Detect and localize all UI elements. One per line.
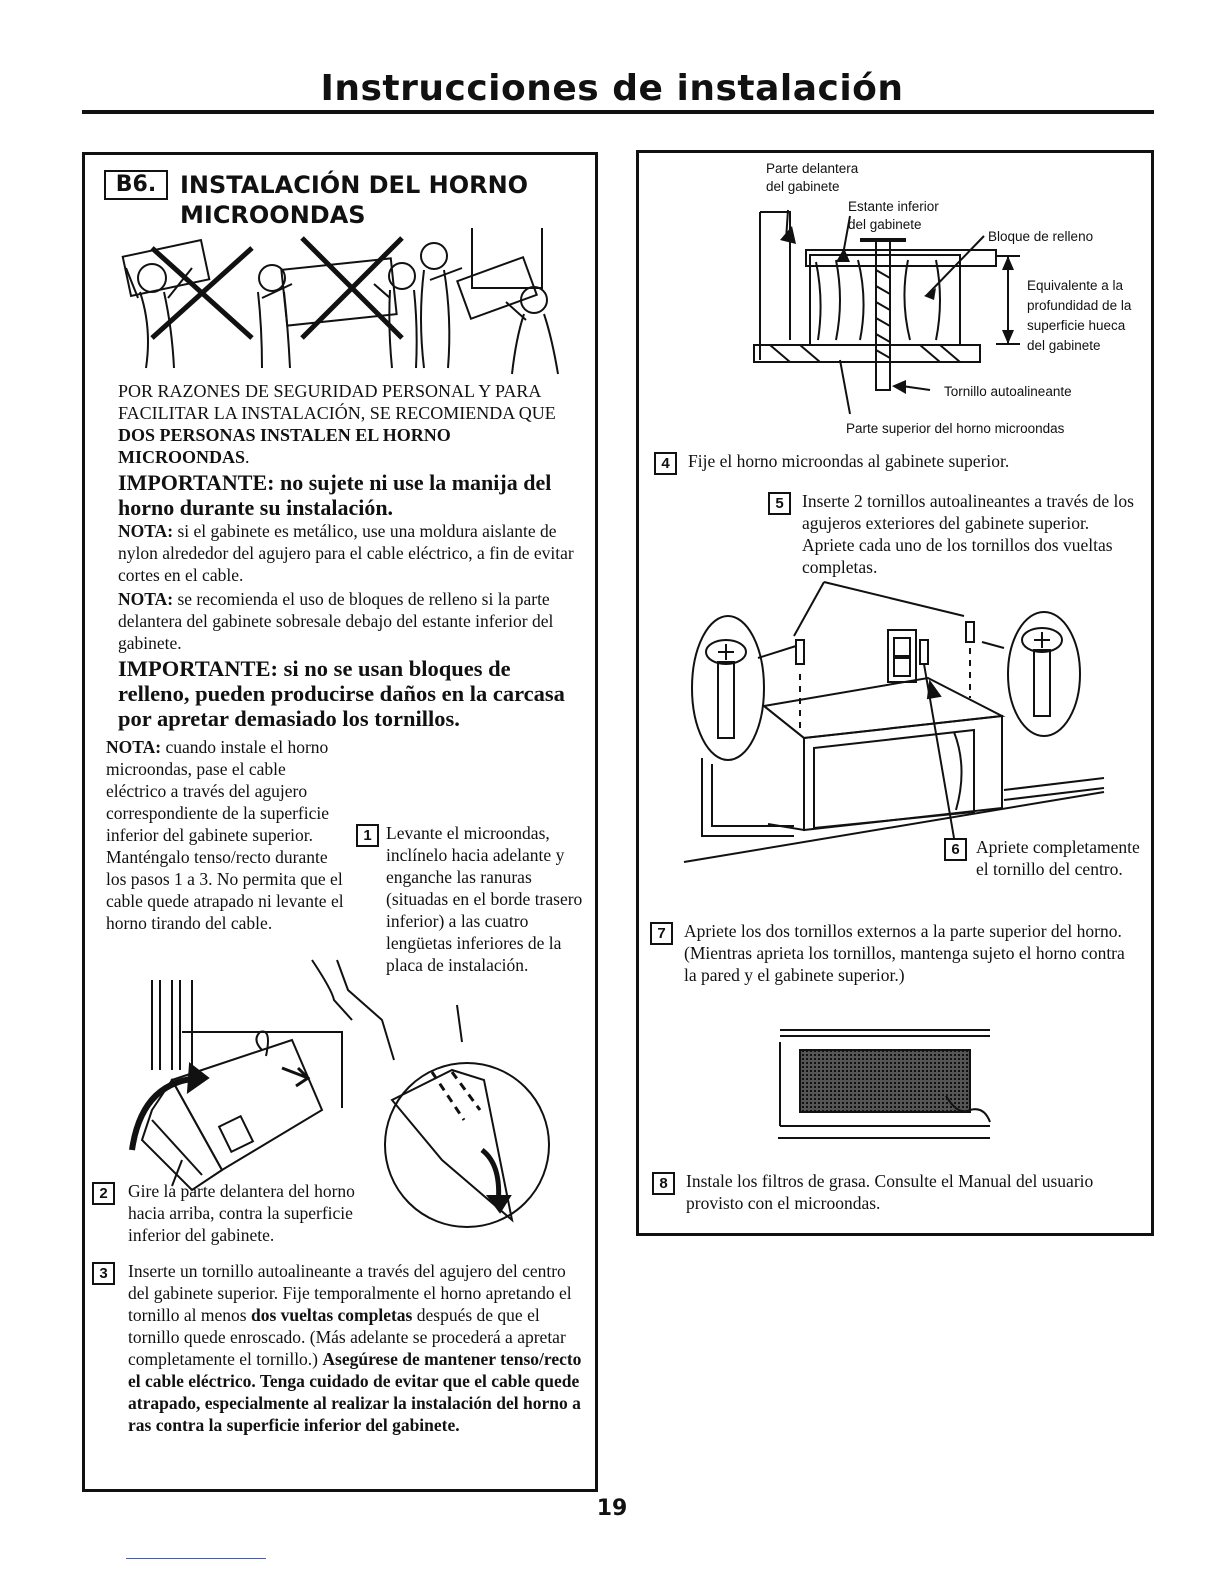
step-5-number: 5 [768, 492, 791, 515]
label-eq-l3: superficie hueca [1027, 318, 1126, 333]
step-2-number: 2 [92, 1182, 115, 1205]
note3-text: cuando instale el horno microondas, pase el cable eléctrico a través del agujero correspondiente de la superficie inferior del gabinete superior. Manténgalo tenso/recto durante los pasos 1 a 3. No permita que el cable quede atrapado ni levante el horno tirando del cable. [106, 737, 344, 933]
step-8 [652, 1170, 1132, 1214]
label-lower-shelf [848, 198, 939, 234]
step-7 [650, 920, 1140, 986]
step-6-number: 6 [944, 838, 967, 861]
label-shelf-l2: del gabinete [848, 217, 922, 232]
step-6 [944, 836, 1144, 880]
footer-rule [126, 1558, 266, 1559]
label-oven-top: Parte superior del horno microondas [846, 421, 1065, 436]
page-number: 19 [596, 1496, 628, 1521]
label-eq-l4: del gabinete [1027, 338, 1101, 353]
two-person-lift-illustration [112, 228, 572, 378]
step-1-number: 1 [356, 824, 379, 847]
step-4-number: 4 [654, 452, 677, 475]
note1-label: NOTA: [118, 521, 174, 541]
note-metal-cabinet [118, 520, 578, 586]
step-5 [768, 490, 1134, 578]
label-eq-l1: Equivalente a la [1027, 278, 1124, 293]
safety-text: POR RAZONES DE SEGURIDAD PERSONAL Y PARA FACILITAR LA INSTALACIÓN, SE RECOMIENDA QUE [118, 381, 556, 423]
step-3 [92, 1260, 588, 1436]
page-title: Instrucciones de instalación [320, 68, 904, 109]
step-1 [356, 822, 592, 976]
step-4 [654, 450, 1134, 472]
safety-end: . [245, 447, 250, 467]
step-3-number: 3 [92, 1262, 115, 1285]
section-title: INSTALACIÓN DEL HORNO MICROONDAS [180, 171, 529, 229]
step-2-text: Gire la parte delantera del horno hacia arriba, contra la superficie inferior del gabinete. [128, 1181, 355, 1245]
step-7-number: 7 [650, 922, 673, 945]
step-3-text-a: Inserte un tornillo autoalineante a través del agujero del centro del gabinete superior. Fije temporalmente el horno apretando el tornillo al menos [128, 1261, 572, 1325]
title-rule [82, 110, 1154, 114]
safety-paragraph [118, 380, 578, 468]
label-front-l1: Parte delantera [766, 161, 859, 176]
label-shelf-l1: Estante inferior [848, 199, 939, 214]
note3-label: NOTA: [106, 737, 162, 757]
step-3-text-b: dos vueltas completas [250, 1305, 413, 1325]
step-6-text: Apriete completamente el tornillo del centro. [976, 837, 1140, 879]
step-3-text-d: Asegúrese de mantener tenso/recto el cable eléctrico. Tenga cuidado de evitar que el cable quede atrapado, especialmente al realizar la instalación del horno a ras contra la superficie inferior del gabinete. [128, 1349, 582, 1435]
step-3-text [128, 1260, 588, 1436]
note-filler-blocks [118, 588, 578, 654]
section-code: B6. [104, 170, 168, 200]
note1-text: si el gabinete es metálico, use una moldura aislante de nylon alrededor del agujero para el cable eléctrico, a fin de evitar cortes en el cable. [118, 521, 574, 585]
label-eq-l2: profundidad de la [1027, 298, 1132, 313]
note2-text: se recomienda el uso de bloques de relleno si la parte delantera del gabinete sobresale debajo del estante inferior del gabinete. [118, 589, 554, 653]
step-3-text-c: después de que el tornillo quede enroscado. (Más adelante se procederá a apretar completamente el tornillo.) [128, 1305, 566, 1369]
label-front-cabinet [766, 160, 858, 196]
safety-bold: DOS PERSONAS INSTALEN EL HORNO MICROONDAS [118, 425, 451, 467]
label-self-aligning-screw: Tornillo autoalineante [944, 384, 1072, 399]
outer-screws-illustration [684, 578, 1124, 868]
step-2 [92, 1180, 392, 1246]
label-filler-block: Bloque de relleno [988, 229, 1094, 244]
step-1-text: Levante el microondas, inclínelo hacia adelante y enganche las ranuras (situadas en el borde trasero inferior) a las cuatro lengüetas inferiores de la placa de instalación. [386, 823, 583, 975]
step-4-text: Fije el horno microondas al gabinete superior. [688, 451, 1010, 471]
note-power-cord [106, 736, 346, 934]
note2-label: NOTA: [118, 589, 174, 609]
step-8-text: Instale los filtros de grasa. Consulte el Manual del usuario provisto con el microondas. [686, 1171, 1094, 1213]
label-equivalent-depth [1027, 276, 1131, 356]
important-handle: IMPORTANTE: no sujete ni use la manija del horno durante su instalación. [118, 470, 552, 520]
grease-filter-illustration [770, 1026, 1000, 1146]
step-7-text: Apriete los dos tornillos externos a la parte superior del horno. (Mientras aprieta los tornillos, mantenga sujeto el horno contra la pared y el gabinete superior.) [684, 921, 1125, 985]
step-8-number: 8 [652, 1172, 675, 1195]
important-filler-blocks: IMPORTANTE: si no se usan bloques de relleno, pueden producirse daños en la carcasa por apretar demasiado los tornillos. [118, 656, 565, 731]
label-front-l2: del gabinete [766, 179, 840, 194]
step-5-text: Inserte 2 tornillos autoalineantes a través de los agujeros exteriores del gabinete superior. Apriete cada uno de los tornillos dos vueltas completas. [802, 491, 1134, 577]
